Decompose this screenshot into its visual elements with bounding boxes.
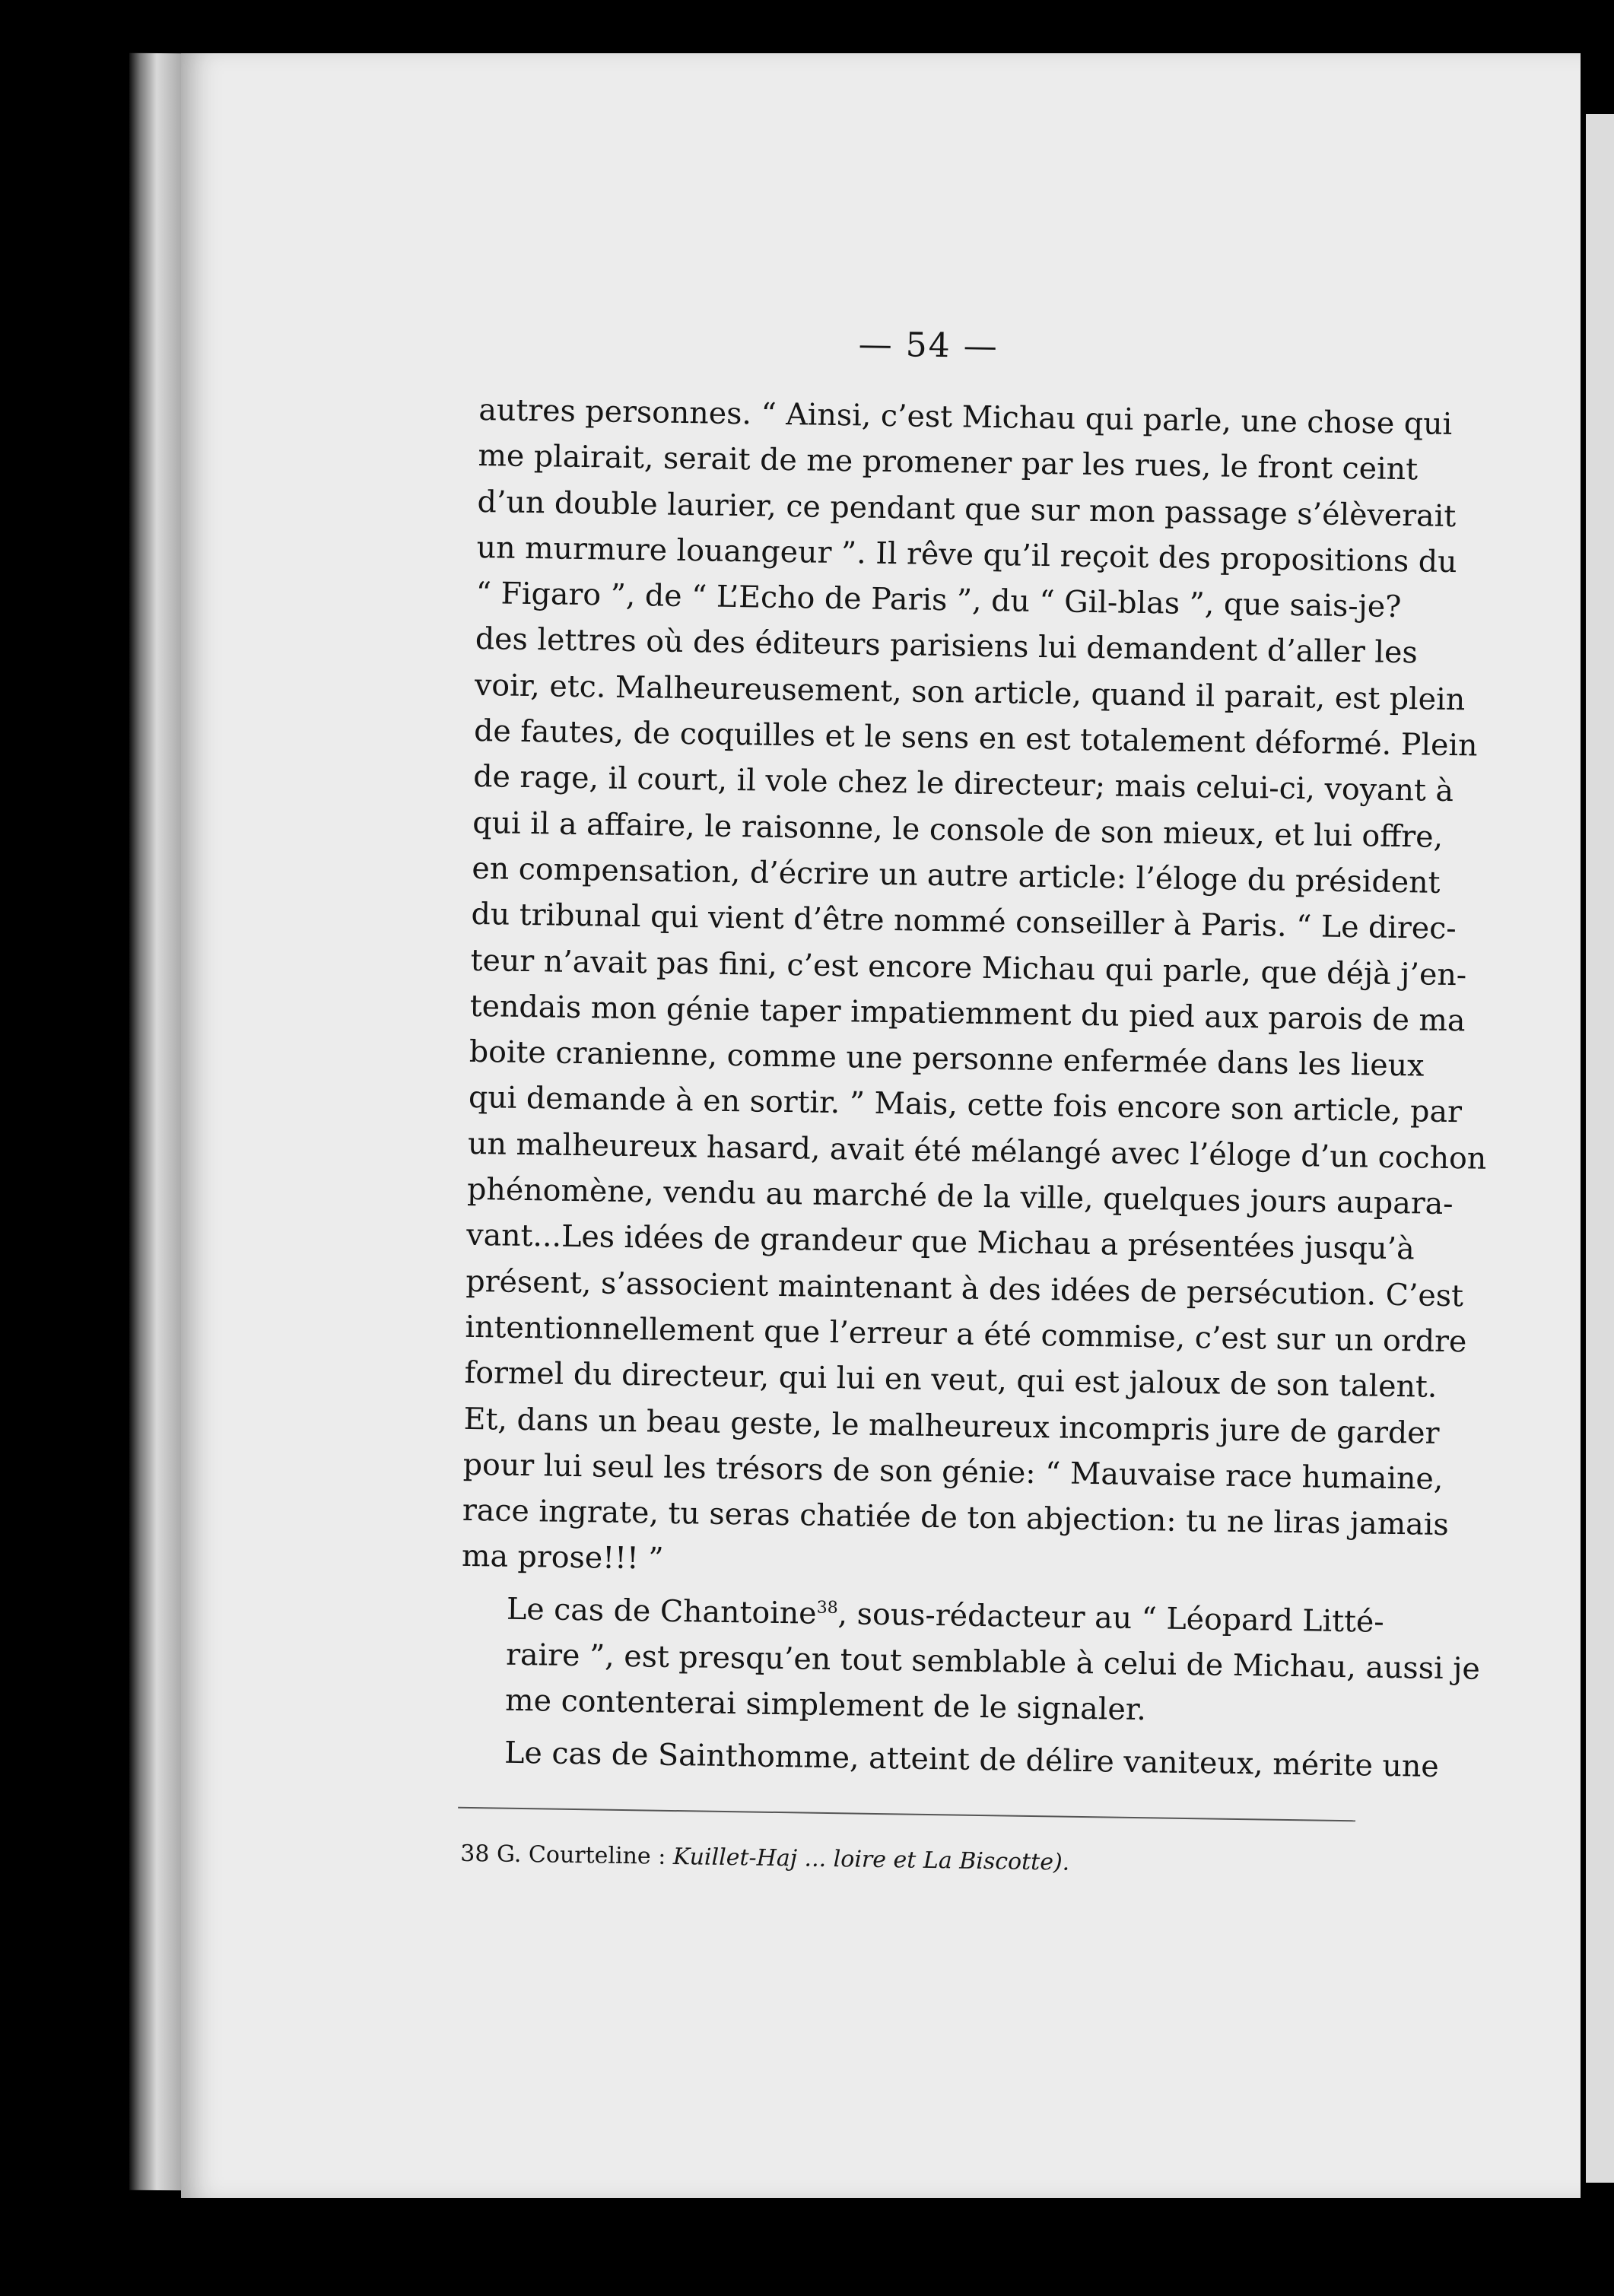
paragraph-1-line: présent, s’associent maintenant à des idées de persécution. C’est <box>465 1263 1464 1313</box>
footnote-title: Kuillet-Haj ... loire et La Biscotte). <box>672 1843 1070 1876</box>
paragraph-1-line: ma prose!!! ” <box>461 1539 664 1577</box>
paragraph-1-line: me plairait, serait de me promener par les rues, le front ceint <box>478 438 1419 487</box>
paragraph-1-line: “ Figaro ”, de “ L’Echo de Paris ”, du “ Gil-blas ”, que sais-je? <box>475 576 1402 625</box>
paragraph-1-line: qui il a affaire, le raisonne, le console de son mieux, et lui offre, <box>472 805 1444 855</box>
paragraph-2-line-3: me contenterai simplement de le signaler. <box>504 1683 1147 1728</box>
paragraph-1-line: formel du directeur, qui lui en veut, qui est jaloux de son talent. <box>464 1355 1438 1405</box>
paragraph-3 <box>459 1729 1440 1788</box>
paragraph-1-line: phénomène, vendu au marché de la ville, quelques jours aupara- <box>466 1171 1454 1222</box>
paragraph-1-line: de fautes, de coquilles et le sens en est totalement déformé. Plein <box>473 713 1478 764</box>
paragraph-1-line: autres personnes. “ Ainsi, c’est Michau qui parle, une chose qui <box>478 392 1453 442</box>
paragraph-1-line: des lettres où des éditeurs parisiens lui demandent d’aller les <box>475 621 1418 671</box>
footnote-author: G. Courteline : <box>496 1840 666 1870</box>
paragraph-1-line: d’un double laurier, ce pendant que sur mon passage s’élèverait <box>477 484 1457 534</box>
paragraph-1-line: qui demande à en sortir. ” Mais, cette fois encore son article, par <box>468 1080 1463 1130</box>
paragraph-2-line-2: raire ”, est presqu’en tout semblable à celui de Michau, aussi je <box>505 1637 1481 1687</box>
paragraph-1-line: un malheureux hasard, avait été mélangé avec l’éloge d’un cochon <box>467 1126 1487 1177</box>
paragraph-1-line: vant...Les idées de grandeur que Michau a présentées jusqu’à <box>465 1218 1415 1267</box>
page-text-block <box>457 325 1487 1882</box>
paragraph-1-line: Et, dans un beau geste, le malheureux incompris jure de garder <box>463 1401 1440 1451</box>
paragraph-1-line: pour lui seul les trésors de son génie: “ Mauvaise race humaine, <box>462 1447 1444 1497</box>
paragraph-1 <box>461 387 1487 1593</box>
footnote-divider <box>458 1807 1355 1822</box>
paragraph-1-line: un murmure louangeur ”. Il rêve qu’il reçoit des propositions du <box>476 529 1457 580</box>
footnote-reference: 38 <box>816 1598 838 1618</box>
paragraph-1-line: du tribunal qui vient d’être nommé conseiller à Paris. “ Le direc- <box>471 897 1457 947</box>
paragraph-1-line: en compensation, d’écrire un autre article: l’éloge du président <box>472 850 1441 900</box>
footnote-number: 38 <box>459 1840 490 1868</box>
paragraph-1-line: tendais mon génie taper impatiemment du pied aux parois de ma <box>469 988 1466 1039</box>
paragraph-2-line-1: Le cas de Chantoine$^{38}$, sous-rédacteur au “ Léopard Litté- <box>506 1591 1385 1640</box>
paragraph-1-line: boite cranienne, comme une personne enfermée dans les lieux <box>469 1034 1425 1084</box>
next-page-edge <box>1586 114 1614 2183</box>
paragraph-1-line: race ingrate, tu seras chatiée de ton abjection: tu ne liras jamais <box>462 1492 1450 1543</box>
paragraph-3-line-1: Le cas de Sainthomme, atteint de délire vaniteux, mérite une <box>504 1735 1440 1784</box>
paragraph-1-line: de rage, il court, il vole chez le directeur; mais celui-ci, voyant à <box>472 759 1454 809</box>
page-number: — 54 — <box>858 325 999 367</box>
paragraph-1-line: voir, etc. Malheureusement, son article, quand il parait, est plein <box>474 667 1466 718</box>
paragraph-1-line: intentionnellement que l’erreur a été commise, c’est sur un ordre <box>465 1309 1467 1360</box>
paragraph-1-line: teur n’avait pas fini, c’est encore Michau qui parle, que déjà j’en- <box>470 942 1467 992</box>
paragraph-2 <box>459 1586 1481 1736</box>
